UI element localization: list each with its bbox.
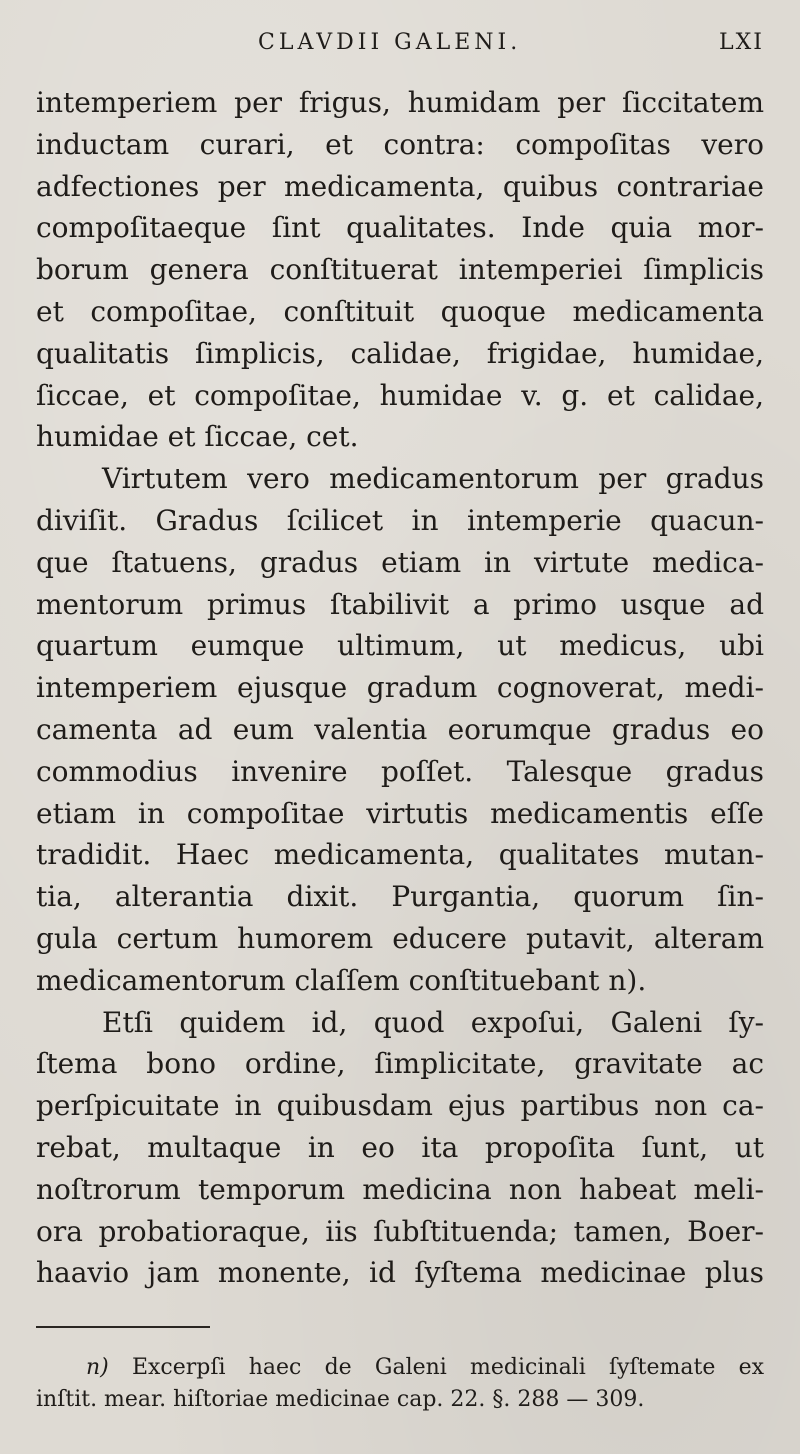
text-line: medicamentorum claſſem conſtituebant n). xyxy=(36,963,647,997)
text-line: intemperiem ejusque gradum cognoverat, medi- xyxy=(36,671,764,705)
text-line: quartum eumque ultimum, ut medicus, ubi xyxy=(36,629,764,663)
running-title: CLAVDII GALENI. xyxy=(258,30,522,55)
text-line: borum genera conſtituerat intemperiei ſimplicis xyxy=(36,253,764,287)
page-number: LXI xyxy=(719,30,764,55)
text-line: et compoſitae, conſtituit quoque medicamenta xyxy=(36,294,764,328)
text-line: intemperiem per frigus, humidam per ſiccitatem xyxy=(36,86,764,119)
text-line: ſiccae, et compoſitae, humidae v. g. et calidae, xyxy=(36,378,764,412)
page-header xyxy=(0,24,800,60)
text-line: compoſitaeque ſint qualitates. Inde quia mor- xyxy=(36,211,764,245)
text-line: inductam curari, et contra: compoſitas vero xyxy=(36,127,764,161)
footnote-rule xyxy=(36,1326,210,1328)
text-line: haavio jam monente, id ſyſtema medicinae plus xyxy=(36,1256,764,1290)
text-line: ora probatioraque, iis ſubſtituenda; tamen, Boer- xyxy=(36,1214,764,1248)
text-line: tradidit. Haec medicamenta, qualitates mutan- xyxy=(36,838,764,872)
footnote-line: inſtit. mear. hiſtoriae medicinae cap. 22. §. 288 — 309. xyxy=(36,1387,645,1412)
text-line: que ſtatuens, gradus etiam in virtute medica- xyxy=(36,545,764,579)
footnote-text: Excerpſi haec de Galeni medicinali ſyſtemate ex xyxy=(131,1355,764,1380)
footnote-line xyxy=(36,1352,764,1384)
footnote-marker: n) xyxy=(86,1355,109,1380)
text-line: gula certum humorem educere putavit, alteram xyxy=(36,921,764,955)
text-line: tia, alterantia dixit. Purgantia, quorum ſin- xyxy=(36,880,764,914)
text-line: camenta ad eum valentia eorumque gradus eo xyxy=(36,712,764,746)
body-text xyxy=(36,82,764,1294)
text-line: adfectiones per medicamenta, quibus contrariae xyxy=(36,169,764,203)
text-line: diviſit. Gradus ſcilicet in intemperie quacun- xyxy=(36,503,764,537)
text-line: rebat, multaque in eo ita propoſita ſunt, ut xyxy=(36,1130,764,1164)
text-line: Etſi quidem id, quod expoſui, Galeni ſy- xyxy=(102,1005,764,1039)
text-line: Virtutem vero medicamentorum per gradus xyxy=(102,462,764,496)
text-line: qualitatis ſimplicis, calidae, frigidae, humidae, xyxy=(36,336,764,370)
text-line: commodius invenire poſſet. Talesque gradus xyxy=(36,754,764,788)
text-line: ſtema bono ordine, ſimplicitate, gravitate ac xyxy=(36,1047,764,1081)
text-line: etiam in compoſitae virtutis medicamentis eſſe xyxy=(36,796,764,830)
text-line: humidae et ſiccae, cet. xyxy=(36,420,359,454)
text-line: noſtrorum temporum medicina non habeat meli- xyxy=(36,1172,764,1206)
text-line: perſpicuitate in quibusdam ejus partibus non ca- xyxy=(36,1089,764,1123)
text-line: mentorum primus ſtabilivit a primo usque ad xyxy=(36,587,764,621)
footnote xyxy=(36,1352,764,1416)
